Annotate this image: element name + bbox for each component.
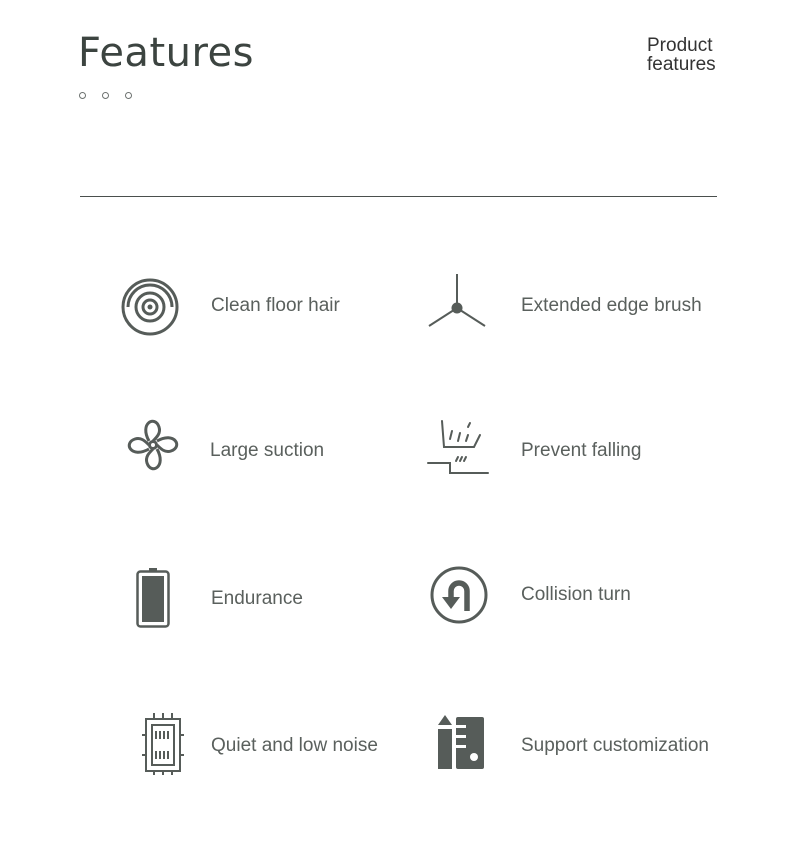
customization-tools-icon [429,711,493,775]
dot-icon [102,92,109,99]
target-disc-icon [118,275,182,339]
dot-icon [79,92,86,99]
u-turn-icon [427,563,491,627]
feature-label-endurance: Endurance [211,588,303,609]
dot-icon [125,92,132,99]
feature-label-clean-floor-hair: Clean floor hair [211,295,340,316]
chip-icon [130,711,194,775]
header-divider [80,196,717,197]
fan-icon [121,413,185,477]
feature-label-extended-edge-brush: Extended edge brush [521,295,702,316]
feature-label-prevent-falling: Prevent falling [521,440,642,461]
battery-icon [121,567,185,631]
edge-brush-icon [425,272,489,336]
feature-label-collision-turn: Collision turn [521,584,631,605]
page-subtitle [647,36,747,74]
decorative-dots [79,92,132,99]
feature-label-support-customization: Support customization [521,735,709,756]
feature-label-quiet-low-noise: Quiet and low noise [211,735,378,756]
subtitle-line-2: features [647,54,716,75]
subtitle-line-1: Product [647,35,713,56]
page-title: Features [78,30,254,76]
feature-label-large-suction: Large suction [210,440,325,461]
cliff-sensor-icon [426,417,490,481]
